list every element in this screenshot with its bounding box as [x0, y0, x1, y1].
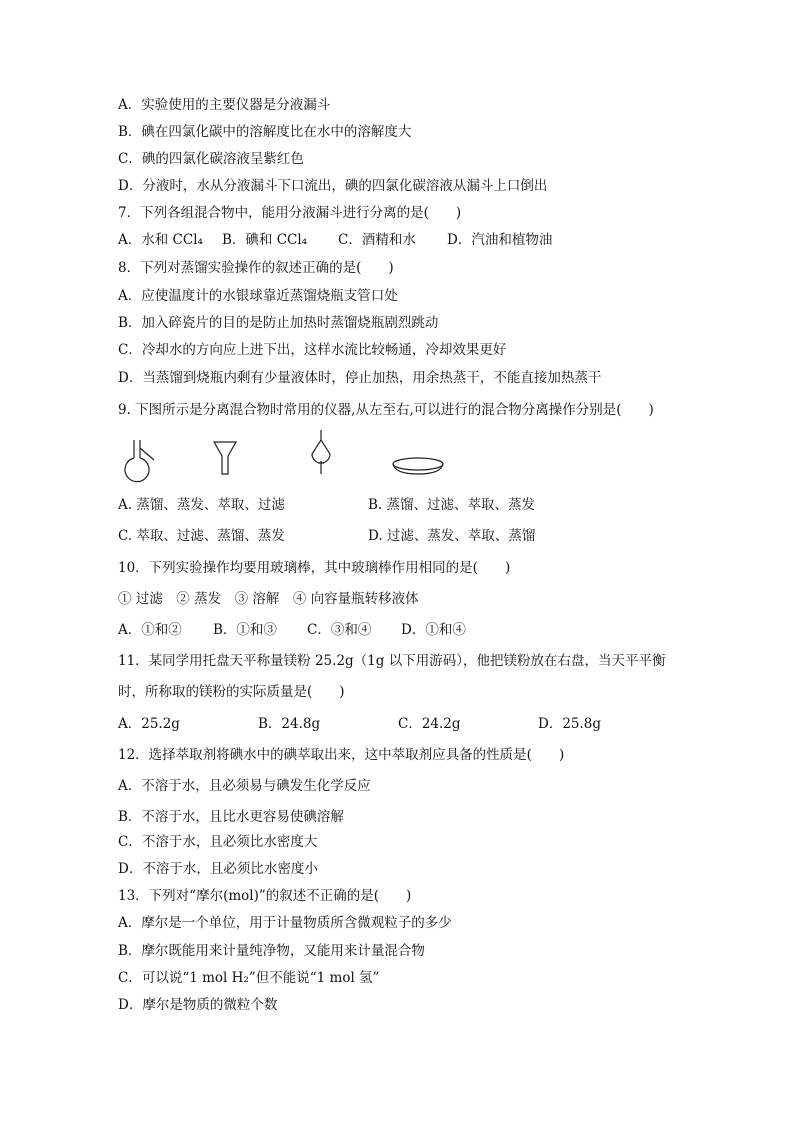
q10-option-b: B．①和③: [213, 622, 277, 638]
q9-option-a: A. 蒸馏、蒸发、萃取、过滤: [118, 497, 285, 513]
q11-option-c: C．24.2g: [398, 716, 461, 732]
q6-option-a: A．实验使用的主要仪器是分液漏斗: [118, 97, 331, 113]
q9-apparatus-figure: [118, 430, 458, 490]
distillation-flask-icon: [125, 440, 154, 482]
q11-option-a: A．25.2g: [118, 716, 180, 732]
q12-option-b: B．不溶于水，且比水更容易使碘溶解: [118, 809, 344, 825]
q8-stem: 8．下列对蒸馏实验操作的叙述正确的是( ): [118, 260, 394, 276]
q13-option-d: D．摩尔是物质的微粒个数: [118, 997, 278, 1013]
q9-option-c: C. 萃取、过滤、蒸馏、蒸发: [118, 528, 285, 544]
q13-stem: 13．下列对“摩尔(mol)”的叙述不正确的是( ): [118, 888, 412, 904]
q10-option-d: D．①和④: [401, 622, 466, 638]
q7-option-c: C．酒精和水: [338, 232, 416, 248]
q8-option-a: A．应使温度计的水银球靠近蒸馏烧瓶支管口处: [118, 288, 398, 304]
q6-option-b: B．碘在四氯化碳中的溶解度比在水中的溶解度大: [118, 124, 412, 140]
q12-option-a: A．不溶于水，且必须易与碘发生化学反应: [118, 778, 371, 794]
q10-option-c: C．③和④: [307, 622, 372, 638]
q12-option-d: D．不溶于水，且必须比水密度小: [118, 861, 318, 877]
q6-option-d: D．分液时，水从分液漏斗下口流出，碘的四氯化碳溶液从漏斗上口倒出: [118, 178, 548, 194]
q10-option-a: A．①和②: [118, 622, 182, 638]
q11-stem-line1: 11．某同学用托盘天平称量镁粉 25.2g（1g 以下用游码），他把镁粉放在右盘，当天平平衡: [118, 653, 666, 669]
q10-stem: 10．下列实验操作均要用玻璃棒，其中玻璃棒作用相同的是( ): [118, 560, 511, 576]
separatory-funnel-icon: [312, 430, 330, 474]
q8-option-c: C．冷却水的方向应上进下出，这样水流比较畅通，冷却效果更好: [118, 342, 507, 358]
q11-option-b: B．24.8g: [258, 716, 321, 732]
q13-option-c: C．可以说“1 mol H₂”但不能说“1 mol 氢”: [118, 970, 380, 986]
q12-option-c: C．不溶于水，且必须比水密度大: [118, 834, 318, 850]
q13-option-b: B．摩尔既能用来计量纯净物，又能用来计量混合物: [118, 943, 425, 959]
q13-option-a: A．摩尔是一个单位，用于计量物质所含微观粒子的多少: [118, 915, 452, 931]
q12-stem: 12．选择萃取剂将碘水中的碘萃取出来，这中萃取剂应具备的性质是( ): [118, 747, 565, 763]
q9-option-b: B. 蒸馏、过滤、萃取、蒸发: [368, 497, 536, 513]
q8-option-b: B．加入碎瓷片的目的是防止加热时蒸馏烧瓶剧烈跳动: [118, 315, 439, 331]
q10-items: ① 过滤 ② 蒸发 ③ 溶解 ④ 向容量瓶转移液体: [118, 591, 419, 607]
q7-option-d: D．汽油和植物油: [447, 232, 553, 248]
q9-option-d: D. 过滤、蒸发、萃取、蒸馏: [368, 528, 536, 544]
funnel-icon: [214, 442, 236, 474]
q7-option-a: A．水和 CCl₄: [118, 232, 203, 248]
q6-option-c: C．碘的四氯化碳溶液呈紫红色: [118, 151, 304, 167]
q8-option-d: D．当蒸馏到烧瓶内剩有少量液体时，停止加热，用余热蒸干，不能直接加热蒸干: [118, 370, 602, 386]
q11-option-d: D．25.8g: [538, 716, 602, 732]
q7-option-b: B．碘和 CCl₄: [222, 232, 308, 248]
q11-stem-line2: 时，所称取的镁粉的实际质量是( ): [118, 684, 345, 700]
q9-stem: 9. 下图所示是分离混合物时常用的仪器,从左至右,可以进行的混合物分离操作分别是( ): [118, 402, 654, 418]
evaporating-dish-icon: [393, 458, 443, 474]
q7-stem: 7．下列各组混合物中，能用分液漏斗进行分离的是( ): [118, 205, 462, 221]
